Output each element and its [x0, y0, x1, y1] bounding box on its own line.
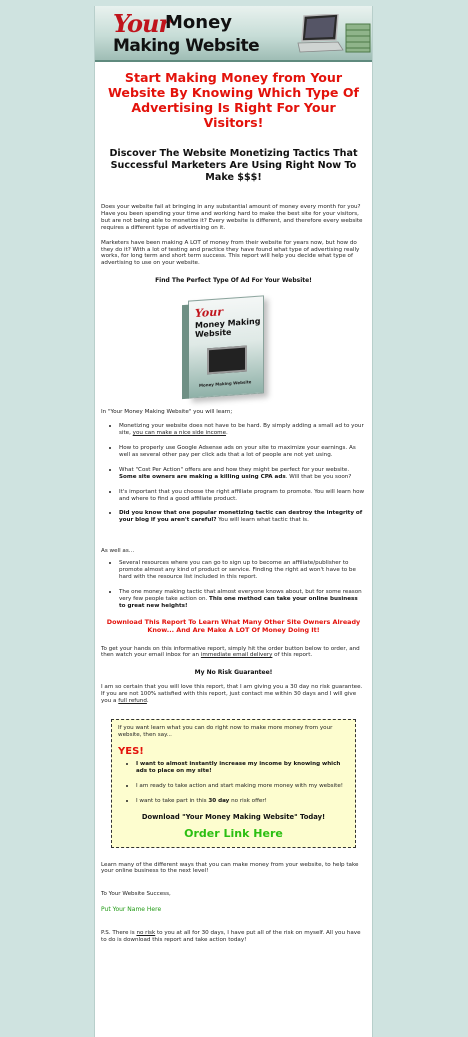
download-cta-red: Download This Report To Learn What Many Other Site Owners Already Know... And Are Make A LOT Of Money Doing It! — [106, 617, 361, 634]
ebook-tagline: Money Making Website — [199, 379, 252, 389]
list-item: • The one money making tactic that almost everyone knows about, but for some reason very few people take action on. This one method can take your online business to great new heights! — [119, 589, 366, 610]
intro-paragraph-2: Marketers have been making A LOT of money from their website for years now, but how do they do it? With a lot of testing and practice they have found what type of advertising really works, for long term and short term success. This report will help you decide what type of advertising to use on your website. — [101, 239, 360, 267]
order-link[interactable]: Order Link Here — [184, 826, 283, 840]
ebook-laptop-screen — [207, 346, 247, 375]
download-today-heading: Download "Your Money Making Website" Today! — [141, 812, 326, 821]
sub-headline: Discover The Website Monetizing Tactics That Successful Marketers Are Using Right Now To Make $$$! — [109, 148, 358, 183]
author-name: Put Your Name Here — [101, 906, 162, 914]
get-hands-paragraph: To get your hands on this informative report, simply hit the order button below to order, and then watch your email inbox for an immediate email delivery of this report. — [101, 645, 360, 659]
order-box-list — [118, 761, 349, 805]
yes-heading: YES! — [118, 745, 144, 757]
sales-page — [94, 6, 373, 1037]
side-income-link[interactable]: you can make a nice side income — [132, 430, 227, 437]
list-item: • I want to take part in this 30 day no risk offer! — [136, 798, 349, 805]
guarantee-paragraph: I am so certain that you will love this report, that I am giving you a 30 day no risk guarantee. If you are not 100% satisfied with this report, just contact me within 30 days and I will give you a full refund. — [101, 684, 363, 705]
list-item: • I want to almost instantly increase my income by knowing which ads to place on my site! — [136, 761, 349, 775]
as-well-text: As well as... — [101, 548, 135, 555]
list-item: • Several resources where you can go to sign up to become an affiliate/publisher to promote almost any kind of product or service. Finding the right ad won't have to be hard with the resource list included in this report. — [119, 560, 366, 581]
logo-your-text: Your — [113, 9, 171, 38]
order-box-intro: If you want learn what you can do right now to make more money from your website, then say... — [118, 725, 333, 738]
learn-list — [101, 423, 366, 524]
order-box — [111, 719, 356, 847]
header-banner — [95, 6, 373, 62]
money-stack-icon — [344, 20, 372, 54]
intro-paragraph-1: Does your website fail at bringing in any substantial amount of money every month for you? Have you been spending your time and working hard to make the best site for your visitors, but are not being able to monetize it? Every website is different, and therefore every website requires a different type of advertising on it. — [101, 204, 363, 231]
ebook-cover-image — [101, 292, 366, 399]
logo-site-text: Making Website — [113, 36, 260, 56]
ps-paragraph: P.S. There is no risk to you at all for 30 days, I have put all of the risk on myself. All you have to do is download this report and take action today! — [101, 930, 361, 944]
no-risk-link[interactable]: no risk — [136, 930, 156, 937]
list-item: • It's important that you choose the right affiliate program to promote. You will learn how and where to find a good affiliate product. — [119, 489, 366, 503]
list-item: • Monetizing your website does not have to be hard. By simply adding a small ad to your site, you can make a nice side income. — [119, 423, 366, 437]
list-item: • What "Cost Per Action" offers are and how they might be perfect for your website. Some site owners are making a killing using CPA ads. Will that be you soon? — [119, 467, 366, 481]
guarantee-heading: My No Risk Guarantee! — [194, 669, 273, 677]
list-item: • How to properly use Google Adsense ads on your site to maximize your earnings. As well as several other pay per click ads that a lot of people are not yet using. — [119, 445, 366, 459]
list-item: • Did you know that one popular monetizing tactic can destroy the integrity of your blog if you aren't careful? You will learn what tactic that is. — [119, 510, 366, 524]
logo-money-text: Money — [165, 12, 233, 33]
laptop-icon — [296, 14, 344, 54]
ebook-title: Money Making Website — [195, 316, 261, 340]
ebook-cover — [188, 296, 264, 399]
learn-intro: In "Your Money Making Website" you will learn; — [101, 409, 233, 416]
find-heading: Find The Perfect Type Of Ad For Your Website! — [155, 277, 312, 285]
main-headline: Start Making Money from Your Website By Knowing Which Type Of Advertising Is Right For Your Visitors! — [107, 70, 360, 130]
refund-link[interactable]: full refund — [118, 698, 147, 705]
more-list — [101, 560, 366, 609]
closing-paragraph: Learn many of the different ways that you can make money from your website, to help take your online business to the next level! — [101, 861, 359, 875]
ebook-title-your: Your — [195, 305, 224, 321]
signoff: To Your Website Success, — [101, 891, 171, 898]
ebook-spine — [182, 305, 189, 399]
list-item: • I am ready to take action and start making more money with my website! — [136, 783, 349, 790]
email-delivery-link[interactable]: immediate email delivery — [200, 652, 273, 659]
